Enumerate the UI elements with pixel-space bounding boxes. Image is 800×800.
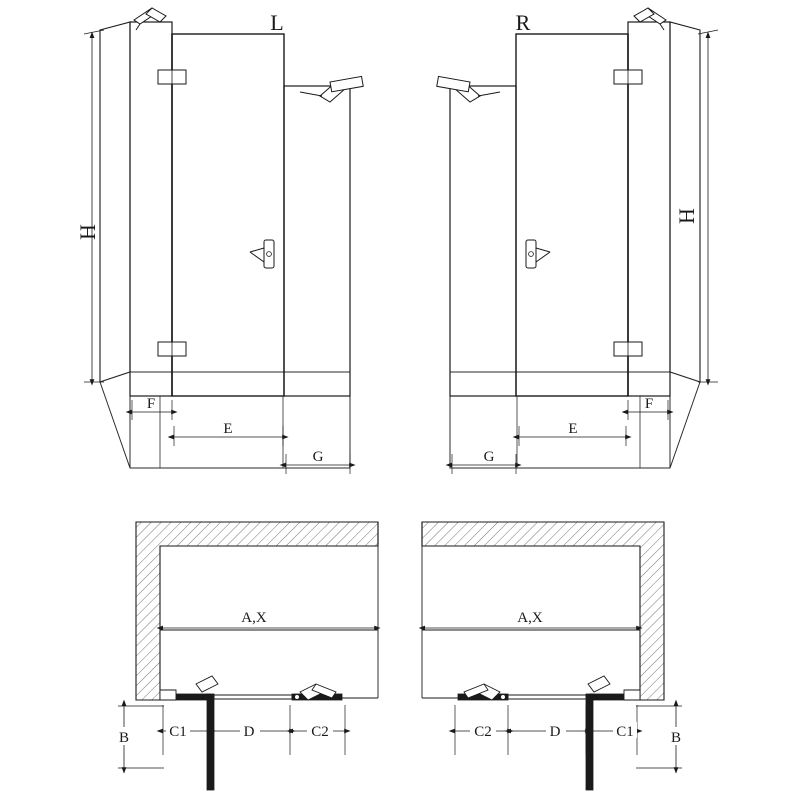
plan-right-segment-dimensions [455, 705, 637, 755]
left-angle-bracket [300, 76, 363, 102]
right-side-glass [450, 86, 516, 396]
plan-left-door-leaf [207, 694, 214, 790]
plan-left-depth-dimension [114, 706, 164, 768]
plan-left-depth-label: B [118, 730, 130, 746]
left-dim-e-label: E [223, 421, 233, 437]
right-door-panel [516, 34, 628, 396]
left-door-panel [172, 34, 284, 396]
right-door-handle [526, 240, 550, 268]
right-view-title: R [515, 10, 531, 35]
plan-left-group [114, 522, 378, 790]
left-door-handle [250, 240, 274, 268]
right-hinge-bottom [614, 342, 642, 356]
right-angle-bracket [437, 76, 500, 102]
plan-right-width-label: A,X [517, 610, 543, 626]
plan-left-dim-d-label: D [243, 724, 255, 740]
right-dim-e-label: E [568, 421, 578, 437]
right-side-wall [670, 22, 700, 382]
plan-left-dim-c1-label: C1 [169, 724, 187, 740]
left-side-wall [100, 22, 130, 382]
left-height-label: H [75, 224, 100, 240]
plan-right-wall [422, 522, 664, 700]
right-dim-f-label: F [644, 396, 654, 412]
plan-right-door-leaf [586, 694, 593, 790]
plan-left-width-label: A,X [241, 610, 267, 626]
left-dim-f-label: F [146, 396, 156, 412]
left-hinge-top [158, 70, 186, 84]
right-hinge-top [614, 70, 642, 84]
plan-left-width-dimension [163, 610, 375, 628]
right-top-stabilizer-bar [634, 8, 666, 30]
plan-left-side-panel [214, 694, 342, 700]
right-height-label: H [674, 208, 699, 224]
right-dim-g-label: G [483, 449, 495, 465]
left-dim-g-label: G [312, 449, 324, 465]
plan-right-depth-dimension [636, 706, 686, 768]
plan-right-side-panel [458, 694, 586, 700]
left-view-title: L [270, 10, 284, 35]
plan-right-dim-d-label: D [549, 724, 561, 740]
elevation-right-group [437, 8, 718, 474]
plan-left-segment-dimensions [163, 705, 345, 755]
plan-left-dim-c2-label: C2 [311, 724, 329, 740]
left-top-stabilizer-bar [134, 8, 166, 30]
left-side-glass [284, 86, 350, 396]
plan-right-dim-c1-label: C1 [616, 724, 634, 740]
plan-left-enclosure [160, 546, 378, 698]
plan-right-group [422, 522, 686, 790]
plan-right-width-dimension [425, 610, 637, 628]
left-hinge-bottom [158, 342, 186, 356]
elevation-left-group [75, 8, 363, 474]
plan-right-depth-label: B [670, 730, 682, 746]
plan-right-dim-c2-label: C2 [474, 724, 492, 740]
